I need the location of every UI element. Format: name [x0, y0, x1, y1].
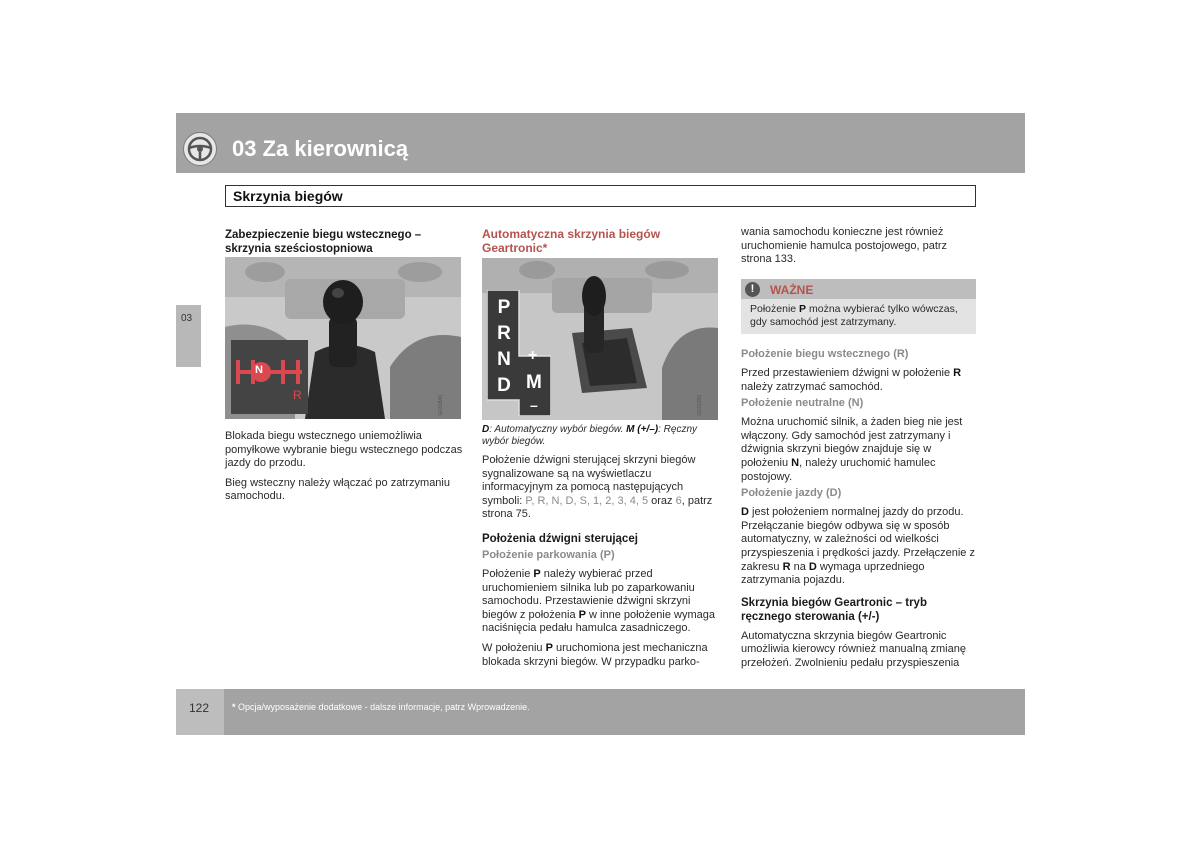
- warning-icon: !: [745, 282, 760, 297]
- chapter-title: 03 Za kierownicą: [232, 136, 409, 161]
- drive-heading: Położenie jazdy (D): [741, 487, 842, 500]
- neutral-paragraph: Można uruchomić silnik, a żaden bieg nie jest włączony. Gdy samochód jest zatrzymany i dźwignia skrzyni biegów znajduje się w położeniu N, należy uruchomić hamulec postojowy.: [741, 416, 963, 483]
- reverse-lock-paragraph-2: Bieg wsteczny należy włączać po zatrzymaniu samochodu.: [225, 476, 450, 503]
- gate-r: R: [497, 323, 511, 344]
- symbols-paragraph: Położenie dźwigni sterującej skrzyni biegów sygnalizowane są na wyświetlaczu informacyjnym za pomocą następujących symboli: P, R, N, D, S, 1, 2, 3, 4, 5 oraz 6, patrz strona 75.: [482, 454, 713, 521]
- footer-bar: [176, 689, 1025, 735]
- parking-paragraph: Położenie P należy wybierać przed uruchomieniem silnika lub po zaparkowaniu samochodu. Przestawienie dźwigni skrzyni biegów z położenia P w inne położenie wymaga naciśnięcia pedału hamulca zasadniczego.: [482, 567, 715, 635]
- gate-d: D: [497, 375, 511, 396]
- reverse-heading: Położenie biegu wstecznego (R): [741, 348, 909, 360]
- image-code: G031350: [697, 395, 703, 416]
- neutral-heading: Położenie neutralne (N): [741, 397, 864, 410]
- image-code: G031846: [438, 395, 444, 416]
- column-1-text: [225, 430, 463, 510]
- gate-positions: [493, 295, 515, 399]
- gate-m: M: [526, 372, 542, 393]
- column-2-heading-block: [482, 227, 718, 261]
- reverse-lock-heading: Zabezpieczenie biegu wstecznego – skrzynia sześciostopniowa: [225, 229, 422, 255]
- column-3-text: [741, 348, 977, 677]
- gate-n: N: [497, 349, 511, 370]
- steering-wheel-icon: [183, 132, 217, 166]
- neutral-label: N: [255, 364, 263, 376]
- reverse-paragraph: Przed przestawieniem dźwigni w położenie R należy zatrzymać samochód.: [741, 367, 962, 393]
- gate-plus: +: [528, 347, 538, 364]
- warning-title: WAŻNE: [770, 283, 814, 297]
- positions-heading: Położenia dźwigni sterującej: [482, 532, 638, 545]
- gate-minus: –: [530, 397, 538, 413]
- geartronic-heading: Automatyczna skrzynia biegów Geartronic*: [482, 227, 661, 255]
- gate-p: P: [497, 297, 511, 318]
- drive-paragraph: D jest położeniem normalnej jazdy do przodu. Przełączanie biegów odbywa się w sposób automatyczny, w zależności od wielkości przyspieszenia i prędkości jazdy. Przełączenie z zakresu R na D wymaga uprzedniego zatrzymania pojazdu.: [741, 506, 975, 587]
- parking-brake-paragraph: wania samochodu konieczne jest również uruchomienie hamulca postojowego, patrz strona 133.: [741, 226, 948, 266]
- manual-mode-heading: Skrzynia biegów Geartronic – tryb ręcznego sterowania (+/-): [741, 596, 927, 623]
- reverse-lock-paragraph-1: Blokada biegu wstecznego uniemożliwia pomyłkowe wybranie biegu wstecznego podczas jazdy do przodu.: [225, 430, 463, 470]
- reverse-gate-diagram: [231, 340, 308, 414]
- warning-text: Położenie P można wybierać tylko wówczas, gdy samochód jest zatrzymany.: [750, 303, 958, 328]
- section-title: Skrzynia biegów: [233, 188, 343, 204]
- reverse-label: R: [293, 388, 302, 402]
- column-2-text: [482, 424, 720, 675]
- parking-lock-paragraph: W położeniu P uruchomiona jest mechaniczna blokada skrzyni biegów. W przypadku parko-: [482, 641, 708, 668]
- manual-mode-paragraph: Automatyczna skrzynia biegów Geartronic umożliwia kierowcy również manualną zmianę przełożeń. Zwolnieniu pedału przyspieszenia: [741, 629, 966, 669]
- figure-caption: D: Automatyczny wybór biegów. M (+/–): Ręczny wybór biegów.: [482, 424, 698, 447]
- page-number: 122: [189, 701, 210, 715]
- chapter-side-tab-label: 03: [181, 313, 193, 324]
- column-3-top-text: [741, 226, 977, 273]
- footnote: * Opcja/wyposażenie dodatkowe - dalsze informacje, patrz Wprowadzenie.: [232, 702, 530, 712]
- parking-heading: Położenie parkowania (P): [482, 548, 615, 561]
